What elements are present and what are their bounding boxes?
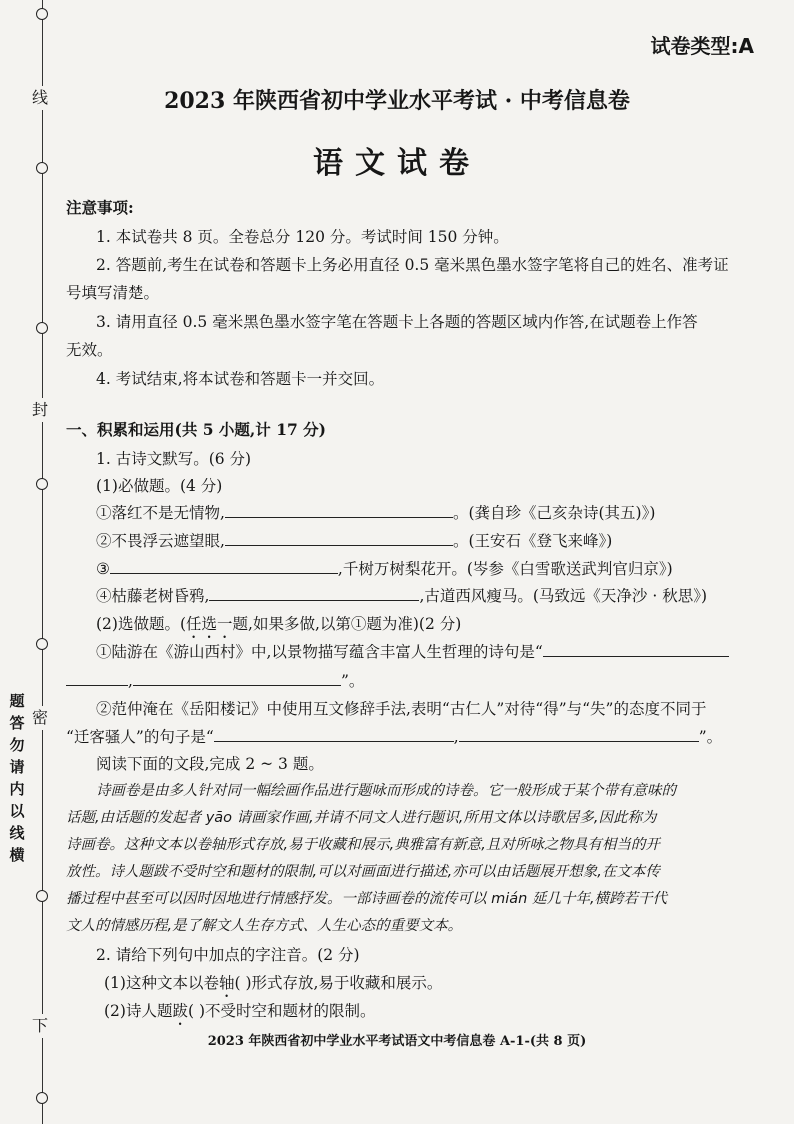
question-2-item-2: (2)诗人题跋( )不受时空和题材的限制。 [104,1002,376,1020]
option-2-line-a: ②范仲淹在《岳阳楼记》中使用互文修辞手法,表明“古仁人”对待“得”与“失”的态度不同于 [96,700,707,718]
passage-line: 诗画卷。这种文本以卷轴形式存放,易于收藏和展示,典雅富有新意,且对所咏之物具有相当的开 [66,837,660,853]
answer-blank[interactable] [225,531,453,546]
binding-hole [36,1092,48,1104]
passage-line: 诗画卷是由多人针对同一幅绘画作品进行题咏而形成的诗卷。它一般形成于某个带有意味的 [96,783,676,799]
question-2: 2. 请给下列句中加点的字注音。(2 分) [96,946,360,964]
notice-heading: 注意事项: [66,198,134,217]
poem-line-2: ②不畏浮云遮望眼, 。(王安石《登飞来峰》) [96,532,613,550]
poem-line-4: ④枯藤老树昏鸦, ,古道西风瘦马。(马致远《天净沙 · 秋思》) [96,587,707,605]
question-1: 1. 古诗文默写。(6 分) [96,450,252,468]
passage-line: 放性。诗人题跋不受时空和题材的限制,可以对画面进行描述,亦可以由话题展开想象,在文本传 [66,864,660,880]
page-footer: 2023 年陕西省初中学业水平考试语文中考信息卷 A-1-(共 8 页) [207,1034,587,1049]
notice-item-2-cont: 号填写清楚。 [66,284,160,302]
notice-item-1: 1. 本试卷共 8 页。全卷总分 120 分。考试时间 150 分钟。 [96,228,509,246]
answer-blank[interactable] [459,727,699,742]
exam-type-label: 试卷类型:A [650,34,754,58]
subject-title: 语文试卷 [313,146,481,181]
poem-line-3: ③ ,千树万树梨花开。(岑参《白雪歌送武判官归京》) [96,560,673,578]
question-2-item-1: (1)这种文本以卷轴( )形式存放,易于收藏和展示。 [104,974,443,992]
binding-hole [36,890,48,902]
option-2-line-b: “迁客骚人”的句子是“ , ”。 [66,728,723,746]
binding-mark-seal: 封 [32,398,48,422]
passage-line: 播过程中甚至可以因时因地进行情感抒发。一部诗画卷的流传可以 mián 延几十年,横跨若干代 [66,891,668,907]
answer-blank[interactable] [133,671,341,686]
poem-line-1: ①落红不是无情物, 。(龚自珍《己亥杂诗(其五)》) [96,504,656,522]
binding-warning: 题 答 勿 请 内 以 线 横 [9,692,25,864]
question-1-part-1: (1)必做题。(4 分) [96,477,223,495]
answer-blank[interactable] [209,586,419,601]
reading-intro: 阅读下面的文段,完成 2 ~ 3 题。 [96,755,324,773]
passage-line: 话题,由话题的发起者 yāo 请画家作画,并请不同文人进行题识,所用文体以诗歌居多,因此称为 [66,810,657,826]
notice-item-2: 2. 答题前,考生在试卷和答题卡上务必用直径 0.5 毫米黑色墨水签字笔将自己的姓名、准考证 [96,256,729,274]
binding-mark-line: 线 [32,86,48,110]
answer-blank[interactable] [66,671,128,686]
section-heading: 一、积累和运用(共 5 小题,计 17 分) [66,420,327,439]
answer-blank[interactable] [543,642,729,657]
answer-blank[interactable] [225,503,453,518]
binding-mark-below: 下 [32,1014,48,1038]
binding-hole [36,8,48,20]
binding-hole [36,478,48,490]
exam-title: 2023 年陕西省初中学业水平考试 · 中考信息卷 [164,88,630,114]
binding-hole [36,638,48,650]
binding-mark-secret: 密 [32,706,48,730]
option-1-line-a: ①陆游在《游山西村》中,以景物描写蕴含丰富人生哲理的诗句是“ [96,640,729,662]
question-1-part-2: (2)选做题。(任选一题,如果多做,以第①题为准)(2 分) [96,615,462,633]
notice-item-4: 4. 考试结束,将本试卷和答题卡一并交回。 [96,370,385,388]
notice-item-3: 3. 请用直径 0.5 毫米黑色墨水签字笔在答题卡上各题的答题区域内作答,在试题卷上作答 [96,313,698,331]
answer-blank[interactable] [110,559,338,574]
notice-item-3-cont: 无效。 [66,341,113,359]
passage-line: 文人的情感历程,是了解文人生存方式、人生心态的重要文本。 [66,918,463,934]
answer-blank[interactable] [214,727,454,742]
option-1-line-b: , ”。 [66,669,364,691]
binding-hole [36,322,48,334]
